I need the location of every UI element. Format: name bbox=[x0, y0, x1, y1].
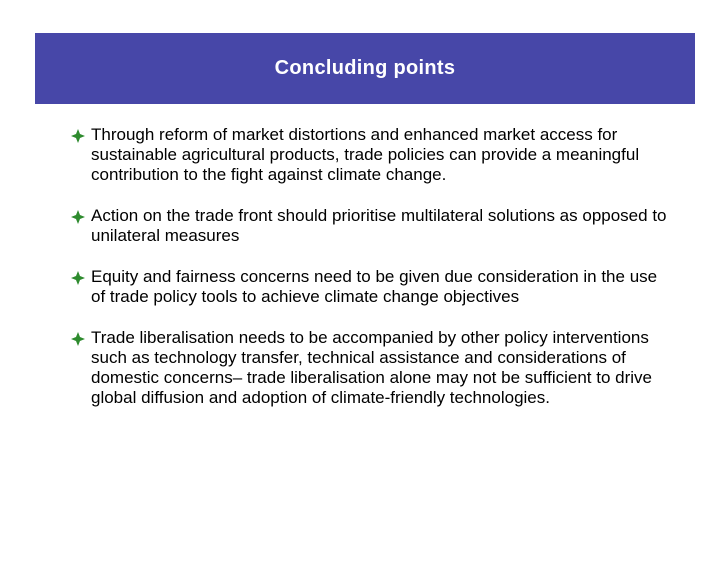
title-bar bbox=[35, 33, 695, 104]
bullet-item bbox=[70, 206, 670, 246]
diamond-bullet-icon bbox=[71, 129, 85, 143]
diamond-bullet-icon bbox=[71, 210, 85, 224]
bullet-item bbox=[70, 267, 670, 307]
diamond-bullet-icon bbox=[71, 332, 85, 346]
bullet-text: Through reform of market distortions and enhanced market access for sustainable agricultural products, trade policies can provide a meaningful contribution to the fight against climate change. bbox=[91, 125, 640, 184]
bullet-item bbox=[70, 125, 670, 185]
bullet-text: Trade liberalisation needs to be accompanied by other policy interventions such as technology transfer, technical assistance and considerations of domestic concerns– trade liberalisation alone may not be sufficient to drive global diffusion and adoption of climate-friendly technologies. bbox=[91, 328, 652, 407]
slide-title: Concluding points bbox=[274, 57, 456, 79]
bullet-text: Equity and fairness concerns need to be given due consideration in the use of trade policy tools to achieve climate change objectives bbox=[91, 267, 658, 306]
diamond-bullet-icon bbox=[71, 271, 85, 285]
bullet-text: Action on the trade front should prioritise multilateral solutions as opposed to unilateral measures bbox=[91, 206, 667, 245]
bullet-list bbox=[70, 125, 670, 429]
bullet-item bbox=[70, 328, 670, 408]
